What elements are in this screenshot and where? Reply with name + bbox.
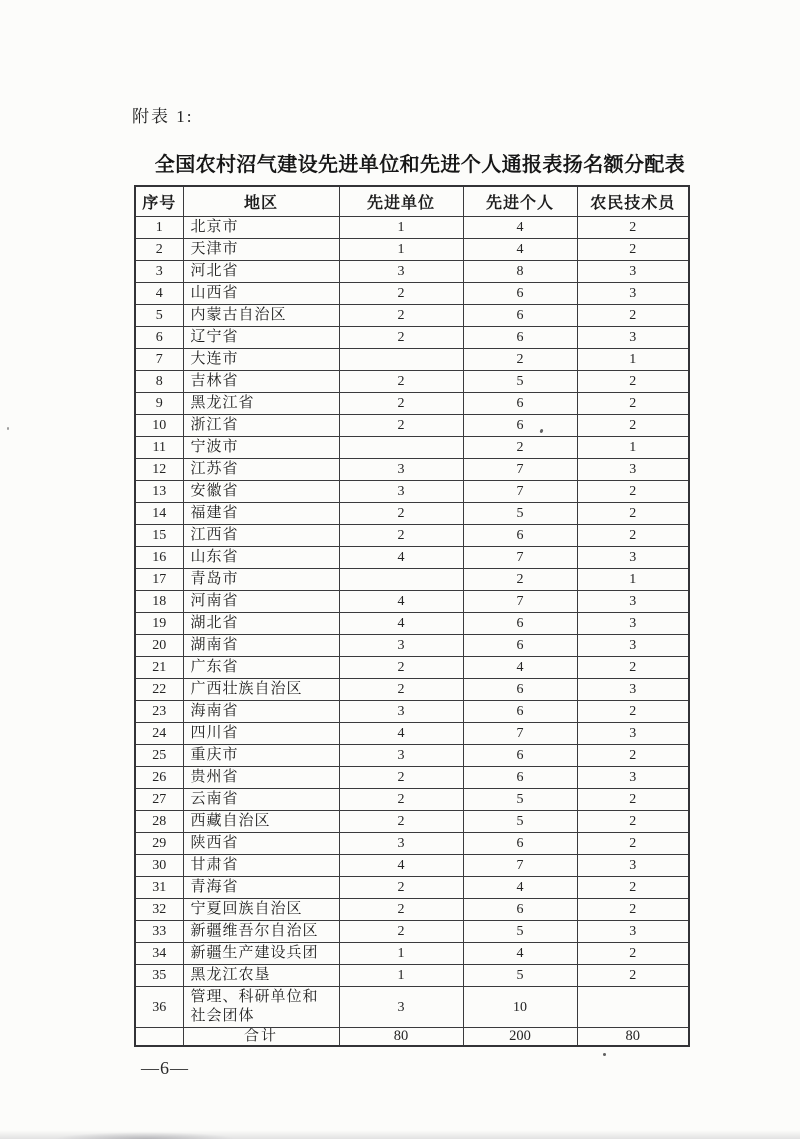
cell-region: 河北省: [183, 261, 339, 283]
cell-no: 3: [135, 261, 183, 283]
table-row: [135, 437, 689, 459]
cell-region: 黑龙江农垦: [183, 965, 339, 987]
cell-no: 2: [135, 239, 183, 261]
table-row: [135, 459, 689, 481]
cell-advanced-individuals: 10: [463, 987, 577, 1028]
cell-advanced-units: 3: [339, 481, 463, 503]
table-row: [135, 283, 689, 305]
cell-advanced-units: 4: [339, 723, 463, 745]
table-row: [135, 657, 689, 679]
cell-region: 贵州省: [183, 767, 339, 789]
cell-advanced-individuals: 5: [463, 811, 577, 833]
cell-no: 16: [135, 547, 183, 569]
cell-total-label: 合计: [183, 1028, 339, 1047]
cell-farmer-technicians: 2: [577, 217, 689, 239]
cell-no: 1: [135, 217, 183, 239]
cell-no: 11: [135, 437, 183, 459]
cell-advanced-individuals: 7: [463, 459, 577, 481]
cell-farmer-technicians: 2: [577, 415, 689, 437]
cell-region: 宁波市: [183, 437, 339, 459]
cell-farmer-technicians: 3: [577, 283, 689, 305]
table-row: [135, 239, 689, 261]
table-row: [135, 767, 689, 789]
cell-advanced-units: 3: [339, 833, 463, 855]
cell-advanced-units: 1: [339, 943, 463, 965]
table-row: [135, 503, 689, 525]
table-row: [135, 987, 689, 1028]
cell-advanced-individuals: 7: [463, 481, 577, 503]
scan-speck-artifact: [603, 1053, 606, 1056]
cell-farmer-technicians: 2: [577, 965, 689, 987]
cell-advanced-individuals: 6: [463, 701, 577, 723]
cell-region: 宁夏回族自治区: [183, 899, 339, 921]
cell-farmer-technicians: 3: [577, 723, 689, 745]
cell-farmer-technicians: 2: [577, 833, 689, 855]
cell-region: 北京市: [183, 217, 339, 239]
cell-no: 28: [135, 811, 183, 833]
table-row: [135, 921, 689, 943]
cell-advanced-units: 2: [339, 503, 463, 525]
cell-no: 10: [135, 415, 183, 437]
cell-region: 西藏自治区: [183, 811, 339, 833]
cell-advanced-units: 4: [339, 591, 463, 613]
cell-advanced-units: 3: [339, 459, 463, 481]
cell-farmer-technicians: 2: [577, 899, 689, 921]
cell-no: 30: [135, 855, 183, 877]
cell-advanced-units: 3: [339, 701, 463, 723]
page-number: —6—: [141, 1058, 189, 1078]
cell-no: 35: [135, 965, 183, 987]
table-row: [135, 217, 689, 239]
table-row: [135, 789, 689, 811]
cell-advanced-units: 1: [339, 239, 463, 261]
cell-farmer-technicians: 2: [577, 305, 689, 327]
cell-advanced-individuals: 6: [463, 635, 577, 657]
cell-farmer-technicians: 2: [577, 877, 689, 899]
cell-region: 山东省: [183, 547, 339, 569]
table-header: [135, 186, 689, 217]
cell-advanced-units: 2: [339, 305, 463, 327]
scan-speck-artifact: [7, 427, 9, 430]
cell-advanced-units: 3: [339, 261, 463, 283]
cell-farmer-technicians: 1: [577, 569, 689, 591]
cell-no: 21: [135, 657, 183, 679]
cell-region: 浙江省: [183, 415, 339, 437]
cell-advanced-units: 2: [339, 393, 463, 415]
cell-advanced-units: 1: [339, 965, 463, 987]
cell-no: 13: [135, 481, 183, 503]
cell-advanced-individuals: 5: [463, 965, 577, 987]
table-row: [135, 745, 689, 767]
cell-advanced-units: 4: [339, 855, 463, 877]
table-row: [135, 965, 689, 987]
table-row: [135, 349, 689, 371]
cell-advanced-units: 1: [339, 217, 463, 239]
cell-advanced-units: 2: [339, 525, 463, 547]
cell-farmer-technicians: 3: [577, 767, 689, 789]
cell-advanced-individuals: 6: [463, 899, 577, 921]
cell-farmer-technicians: 3: [577, 635, 689, 657]
cell-region: 广东省: [183, 657, 339, 679]
cell-region: 福建省: [183, 503, 339, 525]
cell-farmer-technicians: 3: [577, 261, 689, 283]
cell-advanced-individuals: 200: [463, 1028, 577, 1047]
cell-region: 天津市: [183, 239, 339, 261]
table-row: [135, 833, 689, 855]
cell-advanced-individuals: 6: [463, 327, 577, 349]
table-header-row: [135, 186, 689, 217]
cell-no: 7: [135, 349, 183, 371]
cell-farmer-technicians: 3: [577, 921, 689, 943]
cell-region: 江苏省: [183, 459, 339, 481]
cell-advanced-units: 4: [339, 547, 463, 569]
cell-advanced-individuals: 2: [463, 349, 577, 371]
table-row: [135, 635, 689, 657]
cell-farmer-technicians: 3: [577, 459, 689, 481]
cell-farmer-technicians: 2: [577, 789, 689, 811]
table-row: [135, 393, 689, 415]
cell-advanced-units: 3: [339, 635, 463, 657]
cell-advanced-individuals: 5: [463, 503, 577, 525]
cell-farmer-technicians: 80: [577, 1028, 689, 1047]
cell-advanced-individuals: 4: [463, 943, 577, 965]
cell-advanced-individuals: 4: [463, 877, 577, 899]
cell-region: 青岛市: [183, 569, 339, 591]
cell-no: 33: [135, 921, 183, 943]
cell-region: 甘肃省: [183, 855, 339, 877]
cell-farmer-technicians: 3: [577, 327, 689, 349]
cell-advanced-individuals: 6: [463, 393, 577, 415]
table-row: [135, 327, 689, 349]
table-row: [135, 679, 689, 701]
cell-advanced-units: 2: [339, 789, 463, 811]
cell-farmer-technicians: [577, 987, 689, 1028]
table-row: [135, 723, 689, 745]
cell-region: 黑龙江省: [183, 393, 339, 415]
cell-advanced-individuals: 6: [463, 525, 577, 547]
cell-no: 19: [135, 613, 183, 635]
table-row: [135, 613, 689, 635]
cell-advanced-units: 3: [339, 745, 463, 767]
cell-region: 新疆生产建设兵团: [183, 943, 339, 965]
cell-farmer-technicians: 3: [577, 679, 689, 701]
cell-no: 31: [135, 877, 183, 899]
scan-shadow-artifact: [0, 1130, 800, 1139]
cell-advanced-units: 80: [339, 1028, 463, 1047]
table-row: [135, 547, 689, 569]
cell-no: 18: [135, 591, 183, 613]
cell-farmer-technicians: 3: [577, 855, 689, 877]
cell-advanced-individuals: 6: [463, 305, 577, 327]
cell-advanced-individuals: 6: [463, 767, 577, 789]
cell-region: 大连市: [183, 349, 339, 371]
cell-no: 14: [135, 503, 183, 525]
cell-no: 6: [135, 327, 183, 349]
cell-farmer-technicians: 2: [577, 371, 689, 393]
cell-region: 重庆市: [183, 745, 339, 767]
cell-no: [135, 1028, 183, 1047]
cell-region: 海南省: [183, 701, 339, 723]
cell-no: 27: [135, 789, 183, 811]
total-row: [135, 1028, 689, 1047]
table-row: [135, 305, 689, 327]
cell-farmer-technicians: 2: [577, 481, 689, 503]
cell-advanced-individuals: 8: [463, 261, 577, 283]
cell-region: 云南省: [183, 789, 339, 811]
column-header-farmer-technicians: 农民技术员: [577, 186, 689, 217]
cell-farmer-technicians: 3: [577, 547, 689, 569]
cell-region: 内蒙古自治区: [183, 305, 339, 327]
cell-no: 17: [135, 569, 183, 591]
cell-no: 23: [135, 701, 183, 723]
cell-no: 22: [135, 679, 183, 701]
cell-no: 9: [135, 393, 183, 415]
cell-advanced-individuals: 6: [463, 415, 577, 437]
cell-region: 山西省: [183, 283, 339, 305]
cell-farmer-technicians: 1: [577, 349, 689, 371]
cell-no: 8: [135, 371, 183, 393]
cell-no: 12: [135, 459, 183, 481]
cell-advanced-individuals: 6: [463, 745, 577, 767]
column-header-advanced-individuals: 先进个人: [463, 186, 577, 217]
cell-advanced-individuals: 5: [463, 789, 577, 811]
cell-no: 36: [135, 987, 183, 1028]
table-row: [135, 261, 689, 283]
cell-farmer-technicians: 2: [577, 745, 689, 767]
table-row: [135, 943, 689, 965]
cell-advanced-units: [339, 349, 463, 371]
cell-region: 管理、科研单位和社会团体: [183, 987, 339, 1028]
table-row: [135, 811, 689, 833]
cell-region: 吉林省: [183, 371, 339, 393]
cell-advanced-units: 2: [339, 921, 463, 943]
cell-advanced-individuals: 5: [463, 921, 577, 943]
cell-advanced-units: [339, 437, 463, 459]
cell-no: 26: [135, 767, 183, 789]
cell-advanced-units: 2: [339, 811, 463, 833]
cell-no: 4: [135, 283, 183, 305]
table-row: [135, 899, 689, 921]
cell-advanced-individuals: 6: [463, 679, 577, 701]
cell-advanced-individuals: 6: [463, 613, 577, 635]
cell-region: 新疆维吾尔自治区: [183, 921, 339, 943]
table-row: [135, 877, 689, 899]
cell-no: 25: [135, 745, 183, 767]
cell-no: 20: [135, 635, 183, 657]
cell-advanced-units: 3: [339, 987, 463, 1028]
column-header-advanced-units: 先进单位: [339, 186, 463, 217]
cell-advanced-units: 2: [339, 877, 463, 899]
cell-advanced-individuals: 2: [463, 569, 577, 591]
cell-no: 29: [135, 833, 183, 855]
cell-farmer-technicians: 2: [577, 657, 689, 679]
cell-farmer-technicians: 2: [577, 943, 689, 965]
table-row: [135, 591, 689, 613]
cell-farmer-technicians: 3: [577, 613, 689, 635]
cell-advanced-individuals: 2: [463, 437, 577, 459]
column-header-region: 地区: [183, 186, 339, 217]
table-row: [135, 855, 689, 877]
cell-advanced-individuals: 6: [463, 833, 577, 855]
table-row: [135, 525, 689, 547]
cell-farmer-technicians: 2: [577, 701, 689, 723]
cell-farmer-technicians: 2: [577, 811, 689, 833]
table-row: [135, 701, 689, 723]
cell-advanced-units: 4: [339, 613, 463, 635]
cell-farmer-technicians: 2: [577, 525, 689, 547]
cell-advanced-units: 2: [339, 415, 463, 437]
cell-no: 24: [135, 723, 183, 745]
cell-advanced-individuals: 5: [463, 371, 577, 393]
cell-advanced-units: 2: [339, 657, 463, 679]
cell-advanced-individuals: 6: [463, 283, 577, 305]
cell-advanced-units: 2: [339, 283, 463, 305]
cell-no: 32: [135, 899, 183, 921]
cell-advanced-units: 2: [339, 679, 463, 701]
appendix-label: 附表 1:: [132, 107, 194, 126]
cell-region: 河南省: [183, 591, 339, 613]
cell-region: 安徽省: [183, 481, 339, 503]
cell-advanced-individuals: 7: [463, 591, 577, 613]
table-row: [135, 569, 689, 591]
cell-region: 陕西省: [183, 833, 339, 855]
cell-region: 青海省: [183, 877, 339, 899]
cell-farmer-technicians: 2: [577, 393, 689, 415]
cell-advanced-individuals: 4: [463, 217, 577, 239]
cell-advanced-individuals: 4: [463, 239, 577, 261]
cell-region: 广西壮族自治区: [183, 679, 339, 701]
cell-advanced-units: 2: [339, 767, 463, 789]
cell-advanced-individuals: 7: [463, 723, 577, 745]
cell-farmer-technicians: 3: [577, 591, 689, 613]
cell-region: 江西省: [183, 525, 339, 547]
cell-region: 四川省: [183, 723, 339, 745]
document-title: 全国农村沼气建设先进单位和先进个人通报表扬名额分配表: [154, 154, 686, 176]
cell-region: 湖南省: [183, 635, 339, 657]
cell-farmer-technicians: 1: [577, 437, 689, 459]
cell-farmer-technicians: 2: [577, 239, 689, 261]
cell-advanced-units: 2: [339, 899, 463, 921]
table-row: [135, 481, 689, 503]
cell-no: 34: [135, 943, 183, 965]
cell-advanced-individuals: 7: [463, 547, 577, 569]
cell-region: 湖北省: [183, 613, 339, 635]
cell-farmer-technicians: 2: [577, 503, 689, 525]
table-row: [135, 415, 689, 437]
cell-no: 15: [135, 525, 183, 547]
cell-advanced-units: 2: [339, 371, 463, 393]
cell-advanced-individuals: 7: [463, 855, 577, 877]
quota-allocation-table: [134, 185, 690, 1047]
cell-region: 辽宁省: [183, 327, 339, 349]
column-header-no: 序号: [135, 186, 183, 217]
cell-advanced-units: 2: [339, 327, 463, 349]
table-row: [135, 371, 689, 393]
cell-advanced-units: [339, 569, 463, 591]
cell-advanced-individuals: 4: [463, 657, 577, 679]
cell-no: 5: [135, 305, 183, 327]
